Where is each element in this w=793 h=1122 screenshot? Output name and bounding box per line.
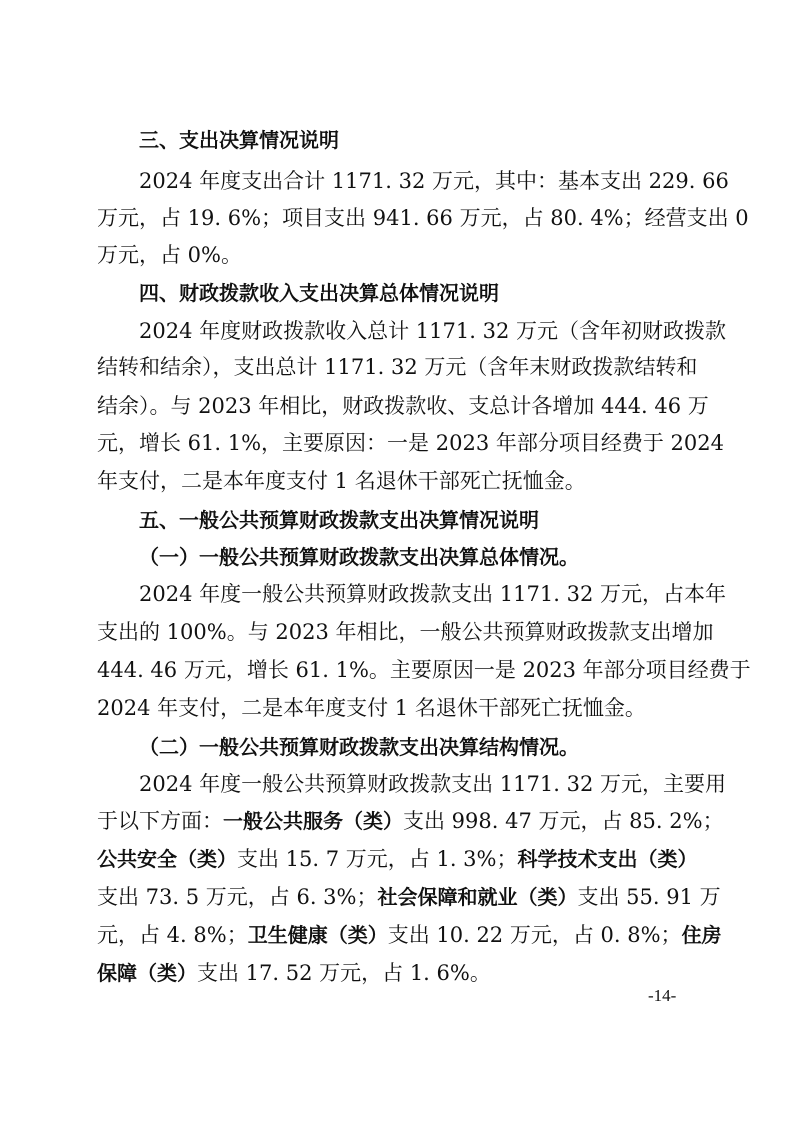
text-run: 支出 17. 52 万元，占 1. 6%。 — [197, 961, 491, 985]
subsection-2-heading: （二）一般公共预算财政拨款支出决算结构情况。 — [139, 735, 579, 759]
category-label: 公共安全（类） — [97, 847, 237, 871]
section-3-heading: 三、支出决算情况说明 — [139, 128, 339, 152]
paragraph-line — [97, 806, 724, 836]
paragraph-line: 年支付，二是本年度支付 1 名退休干部死亡抚恤金。 — [97, 469, 586, 493]
category-label: 卫生健康（类） — [247, 923, 388, 947]
section-4-heading: 四、财政拨款收入支出决算总体情况说明 — [139, 281, 499, 305]
paragraph-line: 2024 年度一般公共预算财政拨款支出 1171. 32 万元，占本年 — [139, 582, 726, 606]
paragraph-line — [97, 920, 722, 950]
paragraph-line: 2024 年支付，二是本年度支付 1 名退休干部死亡抚恤金。 — [97, 696, 646, 720]
paragraph-line: 支出的 100%。与 2023 年相比，一般公共预算财政拨款支出增加 — [97, 620, 714, 644]
text-run: 支出 73. 5 万元，占 6. 3%； — [97, 885, 378, 909]
paragraph-line: 444. 46 万元，增长 61. 1%。主要原因一是 2023 年部分项目经费于 — [97, 658, 751, 682]
paragraph-line — [97, 958, 697, 988]
paragraph-line: 2024 年度财政拨款收入总计 1171. 32 万元（含年初财政拨款 — [139, 319, 726, 343]
paragraph-line — [97, 882, 721, 912]
paragraph-line: 结余）。与 2023 年相比，财政拨款收、支总计各增加 444. 46 万 — [97, 394, 709, 418]
category-label: 社会保障和就业（类） — [377, 885, 578, 909]
paragraph-line: 结转和结余），支出总计 1171. 32 万元（含年末财政拨款结转和 — [97, 355, 698, 379]
text-run: 支出 55. 91 万 — [577, 885, 721, 909]
section-5-heading: 五、一般公共预算财政拨款支出决算情况说明 — [139, 508, 539, 532]
paragraph-line — [97, 844, 697, 874]
text-run: 于以下方面： — [97, 809, 223, 833]
category-label: 保障（类） — [97, 961, 197, 985]
paragraph-line: 元，增长 61. 1%，主要原因：一是 2023 年部分项目经费于 2024 — [97, 431, 724, 455]
category-label: 住房 — [681, 923, 722, 947]
paragraph-line: 2024 年度支出合计 1171. 32 万元，其中：基本支出 229. 66 — [139, 169, 729, 193]
text-run: 元，占 4. 8%； — [97, 923, 248, 947]
paragraph-line: 万元，占 19. 6%；项目支出 941. 66 万元，占 80. 4%；经营支出 0 — [97, 206, 749, 230]
category-label: 科学技术支出（类） — [517, 847, 698, 871]
paragraph-line: 2024 年度一般公共预算财政拨款支出 1171. 32 万元，主要用 — [139, 772, 726, 796]
text-run: 支出 998. 47 万元，占 85. 2%； — [403, 809, 724, 833]
page-number: -14- — [648, 986, 677, 1005]
category-label: 一般公共服务（类） — [223, 809, 403, 833]
text-run: 支出 15. 7 万元，占 1. 3%； — [237, 847, 518, 871]
paragraph-line: 万元，占 0%。 — [97, 243, 242, 267]
subsection-1-heading: （一）一般公共预算财政拨款支出决算总体情况。 — [139, 545, 579, 569]
text-run: 支出 10. 22 万元，占 0. 8%； — [387, 923, 682, 947]
